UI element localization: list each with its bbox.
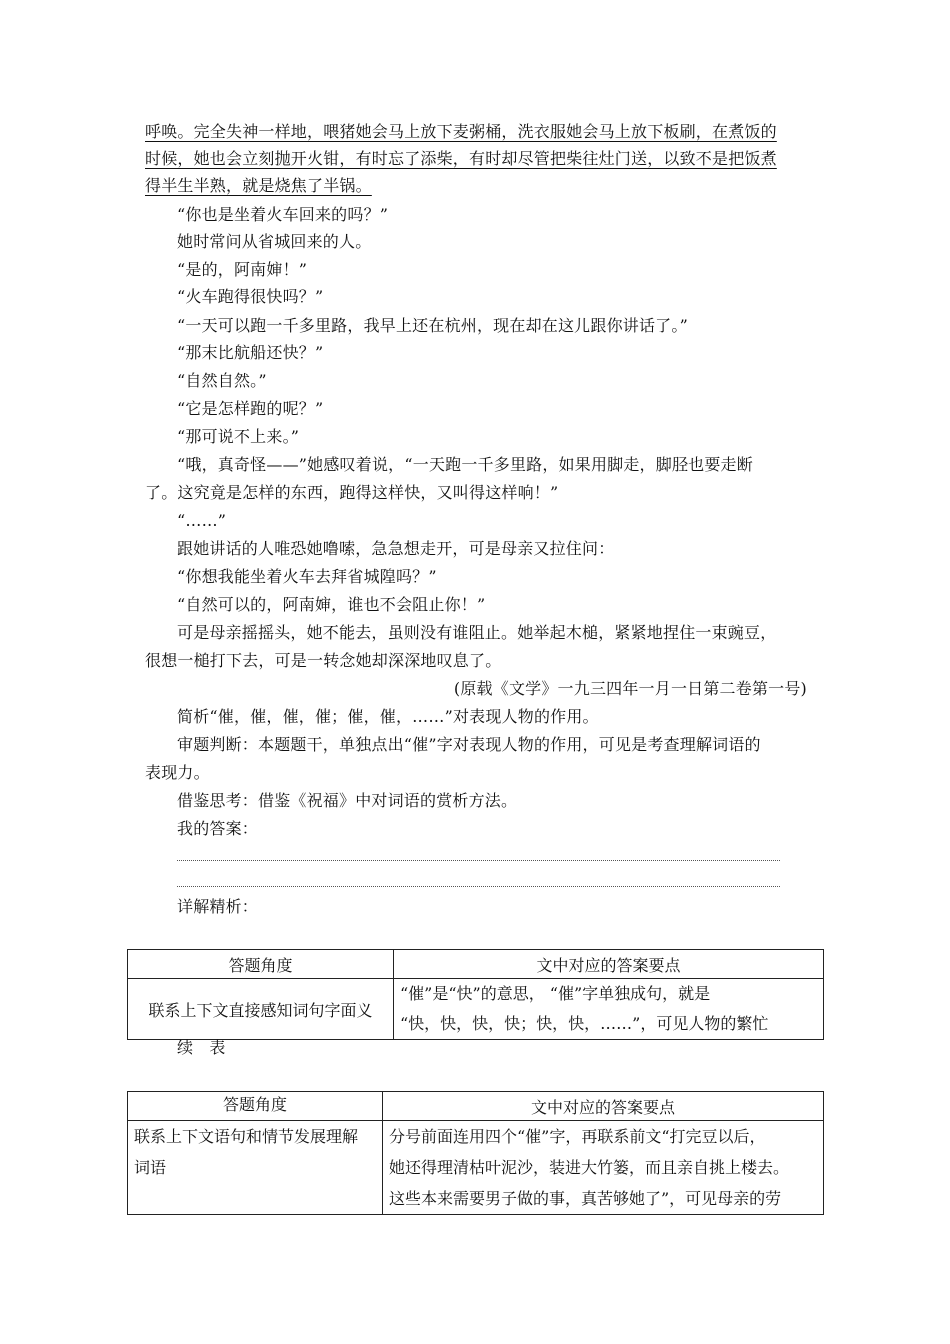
paragraph-line: 很想一槌打下去，可是一转念她却深深地叹息了。 [145, 651, 502, 670]
continued-label: 续 表 [177, 1038, 226, 1057]
analysis-label: 详解精析： [177, 897, 259, 916]
paragraph-line: “哦，真奇怪——”她感叹着说，“一天跑一千多里路，如果用脚走，脚胫也要走断 [177, 455, 753, 474]
dialogue-line: “你想我能坐着火车去拜省城隍吗？” [177, 567, 437, 586]
paragraph-line: 可是母亲摇摇头，她不能去，虽则没有谁阻止。她举起木槌，紧紧地捏住一束豌豆， [177, 623, 777, 642]
dialogue-line: “它是怎样跑的呢？” [177, 399, 324, 418]
table-cell-point [394, 979, 824, 1040]
story-line-underlined: 得半生半熟，就是烧焦了半锅。 [145, 176, 372, 195]
answer-blank-line[interactable] [177, 860, 780, 861]
analysis-table-continued [127, 1091, 824, 1215]
dialogue-line: “自然自然。” [177, 371, 267, 390]
table-cell-angle [128, 1121, 383, 1215]
reference-line: 借鉴思考：借鉴《祝福》中对词语的赏析方法。 [177, 791, 518, 810]
table-cell-angle: 联系上下文直接感知词句字面义 [128, 979, 394, 1040]
my-answer-label: 我的答案： [177, 819, 259, 838]
question-text: 简析“催，催，催，催；催，催，……”对表现人物的作用。 [177, 707, 599, 726]
table-cell-line: 词语 [134, 1158, 167, 1177]
paragraph-line: 跟她讲话的人唯恐她噜嗦，急急想走开，可是母亲又拉住问： [177, 539, 615, 558]
table-row [128, 1121, 824, 1215]
review-line: 表现力。 [145, 763, 210, 782]
dialogue-line: “一天可以跑一千多里路，我早上还在杭州，现在却在这儿跟你讲话了。” [177, 316, 688, 335]
table-cell-line: 这些本来需要男子做的事，真苦够她了”，可见母亲的劳 [389, 1189, 782, 1208]
paragraph-line: 了。这究竟是怎样的东西，跑得这样快，又叫得这样响！” [145, 483, 559, 502]
dialogue-line: “那末比航船还快？” [177, 343, 324, 362]
table-header: 文中对应的答案要点 [383, 1092, 824, 1121]
table-cell-line: “快，快，快，快；快，快，……”，可见人物的繁忙 [400, 1014, 769, 1033]
dialogue-line: “那可说不上来。” [177, 427, 300, 446]
table-header: 答题角度 [128, 950, 394, 979]
table-row [128, 979, 824, 1040]
dialogue-line: “火车跑得很快吗？” [177, 287, 324, 306]
table-cell-point [383, 1121, 824, 1215]
analysis-table [127, 949, 824, 1040]
table-header: 文中对应的答案要点 [394, 950, 824, 979]
dialogue-line: 她时常问从省城回来的人。 [177, 232, 372, 251]
dialogue-line: “你也是坐着火车回来的吗？” [177, 205, 389, 224]
story-line-underlined: 呼唤。完全失神一样地，喂猪她会马上放下麦粥桶，洗衣服她会马上放下板刷，在煮饭的 [145, 122, 777, 141]
dialogue-line: “自然可以的，阿南婶，谁也不会阻止你！” [177, 595, 486, 614]
table-cell-line: “催”是“快”的意思， “催”字单独成句，就是 [400, 984, 711, 1003]
table-header: 答题角度 [128, 1092, 383, 1121]
story-line-underlined: 时候，她也会立刻抛开火钳，有时忘了添柴，有时却尽管把柴往灶门送，以致不是把饭煮 [145, 149, 777, 168]
answer-blank-line[interactable] [177, 886, 780, 887]
table-cell-line: 她还得理清枯叶泥沙，装进大竹篓，而且亲自挑上楼去。 [389, 1158, 790, 1177]
ellipsis-line: “……” [177, 511, 227, 530]
review-line: 审题判断：本题题干，单独点出“催”字对表现人物的作用，可见是考查理解词语的 [177, 735, 761, 754]
table-cell-line: 联系上下文语句和情节发展理解 [134, 1127, 359, 1146]
source-note: (原载《文学》一九三四年一月一日第二卷第一号) [453, 679, 807, 698]
dialogue-line: “是的，阿南婶！” [177, 260, 308, 279]
table-cell-line: 分号前面连用四个“催”字，再联系前文“打完豆以后， [389, 1127, 766, 1146]
